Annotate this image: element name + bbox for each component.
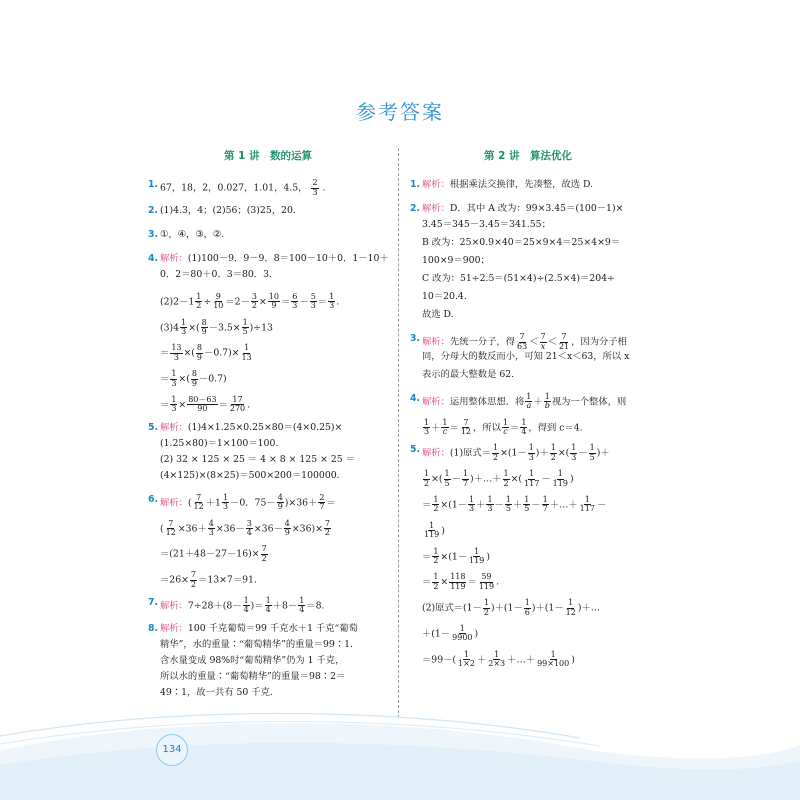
formula-line: ＋(1－ $\frac{1}{9900}$ ): [422, 623, 479, 643]
formula-line: $\frac{1}{2}$ ×( $\frac{1}{5}$ － $\frac{1}{7}$ )＋…＋ $\frac{1}{2}$ ×( $\frac{1}{117}$ － $\frac{1}{119}$ ): [424, 469, 574, 488]
formula-line: ＝ $\frac{1}{2}$ × $\frac{118}{119}$ ＝ $\frac{59}{119}$ .: [422, 572, 500, 591]
analysis-tag: 解析：: [422, 179, 450, 191]
formula-line: ＝99－( $\frac{1}{1\times 2}$ ＋ $\frac{1}{2\times 3}$ ＋…＋ $\frac{1}{99\times 100}$ ): [422, 649, 575, 669]
right-column: [410, 150, 646, 677]
page-title: 参考答案: [356, 100, 444, 124]
answer-item-1: 1. 67，18，2，0.027，1.01，4.5， $\frac{2}{3}$ .: [148, 178, 326, 197]
item-number: 4.: [410, 392, 421, 404]
item-number: 2.: [148, 204, 159, 216]
formula-line: ＝ $\frac{1}{2}$ ×(1－ $\frac{1}{3}$ ＋ $\frac{1}{3}$ － $\frac{1}{5}$ ＋ $\frac{1}{5}$ － $\frac{1}{7}$ ＋…＋ $\frac{1}{117}$ －: [422, 495, 607, 514]
analysis-tag: 解析：: [160, 252, 188, 264]
formula-line: $\frac{1}{3}$ ＋ $\frac{1}{c}$ ＝ $\frac{7}{12}$ ，所以 $\frac{1}{c}$ ＝ $\frac{1}{4}$ ，得到 c＝4.: [424, 417, 583, 437]
section-title-lecture-1: 第 1 讲 数的运算: [223, 150, 313, 162]
item-number: 4.: [148, 252, 159, 264]
item-number: 3.: [148, 228, 159, 240]
answer-item-1: 1. 解析：根据乘法交换律，先凑整，故选 D.: [410, 179, 594, 191]
answer-text: (1)4.3，4；(2)56；(3)25，20.: [160, 204, 296, 216]
formula-line: ＝ $\frac{1}{2}$ ×(1－ $\frac{1}{119}$ ): [422, 546, 490, 565]
item-number: 5.: [148, 421, 159, 433]
formula-line: $\frac{1}{119}$ ): [424, 520, 445, 540]
page-number: 134: [156, 734, 188, 766]
item-number: 8.: [148, 622, 159, 634]
formula-line: ＝26× $\frac{7}{2}$ ＝13×7＝91.: [160, 570, 257, 589]
item-number: 2.: [410, 203, 421, 215]
section-title-lecture-2: 第 2 讲 算法优化: [483, 150, 573, 162]
item-number: 6.: [148, 493, 159, 505]
answer-item-5: [410, 444, 646, 668]
answer-item-2: [148, 205, 388, 221]
fraction: $\frac{2}{3}$: [312, 178, 318, 197]
answer-item-4: [410, 393, 646, 437]
answer-item-8: 8. 解析：100 千克葡萄＝99 千克水＋1 千克“葡萄 精华”，水的重量∶“葡萄精华”的重量＝99∶1. 含水量变成 98%时“葡萄精华”仍为 1 千克， 所以水的重量∶“葡萄精华”的重量＝98∶2＝ 49∶1，故一共有 50 千克.: [148, 622, 358, 698]
formula-line: ＝ $\frac{1}{3}$ × $\frac{80-63}{90}$ ＝ $\frac{17}{270}$ .: [160, 395, 251, 414]
formula-line: 解析：( $\frac{7}{12}$ ＋1 $\frac{1}{3}$ －0．75－ $\frac{4}{9}$ )×36＋ $\frac{2}{7}$ ＝: [160, 492, 336, 512]
item-number: 7.: [148, 596, 159, 608]
answer-item-3: [148, 229, 388, 245]
formula-line: ＝ $\frac{13}{3}$ ×( $\frac{8}{9}$ －0.7)× $\frac{1}{13}$: [160, 343, 252, 362]
formula-line: ( $\frac{7}{12}$ ×36＋ $\frac{4}{3}$ ×36－ $\frac{3}{4}$ ×36－ $\frac{4}{9}$ ×36)× $\frac{7}{2}$: [160, 518, 331, 537]
formula-line: 解析：7÷28＋(8－ $\frac{1}{4}$ )＝ $\frac{1}{4}$ ＋8－ $\frac{1}{4}$ ＝8.: [160, 595, 325, 615]
analysis-tag: 解析：: [422, 203, 450, 215]
answer-item-3: 3. 解析：先统一分子，得 $\frac{7}{63}$ ＜ $\frac{7}{x}$ ＜ $\frac{7}{21}$ ，因为分子相 同，分母大的数反而小，可知 21＜x＜63，所以 x 表示的最大整数是 62.: [410, 333, 646, 385]
formula-line: 解析：先统一分子，得 $\frac{7}{63}$ ＜ $\frac{7}{x}$ ＜ $\frac{7}{21}$ ，因为分子相: [422, 332, 627, 351]
item-number: 5.: [410, 444, 421, 456]
formula-line: (2)2－1 $\frac{1}{2}$ ÷ $\frac{9}{10}$ ＝2－ $\frac{3}{2}$ × $\frac{10}{9}$ ＝ $\frac{6}{3}$ － $\frac{5}{3}$ ＝ $\frac{1}{3}$ .: [160, 291, 340, 311]
footer-wave-decoration: [0, 690, 800, 800]
analysis-tag: 解析：: [422, 336, 450, 348]
answer-item-5: 5. 解析：(1)4×1.25×0.25×80＝(4×0.25)× (1.25×80)＝1×100＝100. (2) 32 × 125 × 25 ＝ 4 × 8 × 125 × 25 ＝ (4×125)×(8×25)＝500×200＝100000.: [148, 421, 355, 481]
answer-item-7: [148, 597, 388, 615]
analysis-tag: 解析：: [422, 396, 450, 408]
formula-line: ＝ $\frac{1}{3}$ ×( $\frac{8}{9}$ －0.7): [160, 369, 227, 388]
answer-item-4: 4. 解析：(1)100－9．9－9．8＝100－10＋0．1－10＋ 0．2＝80＋0．3＝80．3． (2)2－1 $\frac{1}{2}$ ÷ $\frac{9}{10}$ ＝2－ $\frac{3}{2}$ × $\frac{10}{9}$ ＝ $\frac{6}{3}$ － $\frac{5}{3}$ ＝ $\frac{1}{3}$ . (3)4 $\frac{1}{3}$ ×( $\frac{8}{9}$ －3.5× $\frac{1}{5}$ )÷13 ＝ $\frac{13}{3}$ ×( $\frac{8}{9}$ －0.7)× $\frac{1}{13}$ ＝ $\frac{1}{3}$ ×( $\frac{8}{9}$ －0.7) ＝ $\frac{1}{3}$ × $\frac{80-63}{90}$ ＝ $\frac{17}{270}$ .: [148, 252, 389, 414]
answer-text: ①，④，③，②.: [160, 228, 225, 240]
formula-line: 解析：(1)原式＝ $\frac{1}{2}$ ×(1－ $\frac{1}{3}$ )＋ $\frac{1}{2}$ ×( $\frac{1}{3}$ － $\frac{1}{5}$ )＋: [422, 443, 610, 462]
left-column: [148, 150, 388, 711]
formula-line: ＝(21＋48－27－16)× $\frac{7}{2}$: [160, 544, 267, 563]
item-number: 1.: [148, 179, 159, 191]
formula-line: (2)原式＝(1－ $\frac{1}{2}$ )＋(1－ $\frac{1}{6}$ )＋(1－ $\frac{1}{12}$ )＋…: [422, 598, 601, 617]
formula-line: 解析：运用整体思想．将 $\frac{1}{a}$ ＋ $\frac{1}{b}$ 视为一个整体，则: [422, 391, 627, 411]
analysis-tag: 解析：: [422, 447, 450, 459]
answer-item-6: [148, 494, 388, 589]
answer-text: 67，18，2，0.027，1.01，4.5，: [160, 182, 308, 194]
analysis-tag: 解析：: [160, 421, 188, 433]
formula-line: (3)4 $\frac{1}{3}$ ×( $\frac{8}{9}$ －3.5× $\frac{1}{5}$ )÷13: [160, 317, 273, 337]
item-number: 3.: [410, 333, 421, 345]
analysis-tag: 解析：: [160, 600, 188, 612]
answer-item-2: 2. 解析：D．其中 A 改为：99×3.45＝(100－1)× 3.45＝345－3.45＝341.55； B 改为：25×0.9×40＝25×9×4＝25×4×9＝ 100×9＝900； C 改为：51÷2.5＝(51×4)÷(2.5×4)＝204÷ 10＝20.4. 故选 D.: [410, 203, 624, 321]
item-number: 1.: [410, 179, 421, 191]
analysis-tag: 解析：: [160, 497, 188, 509]
analysis-tag: 解析：: [160, 622, 188, 634]
column-divider: [398, 148, 399, 718]
